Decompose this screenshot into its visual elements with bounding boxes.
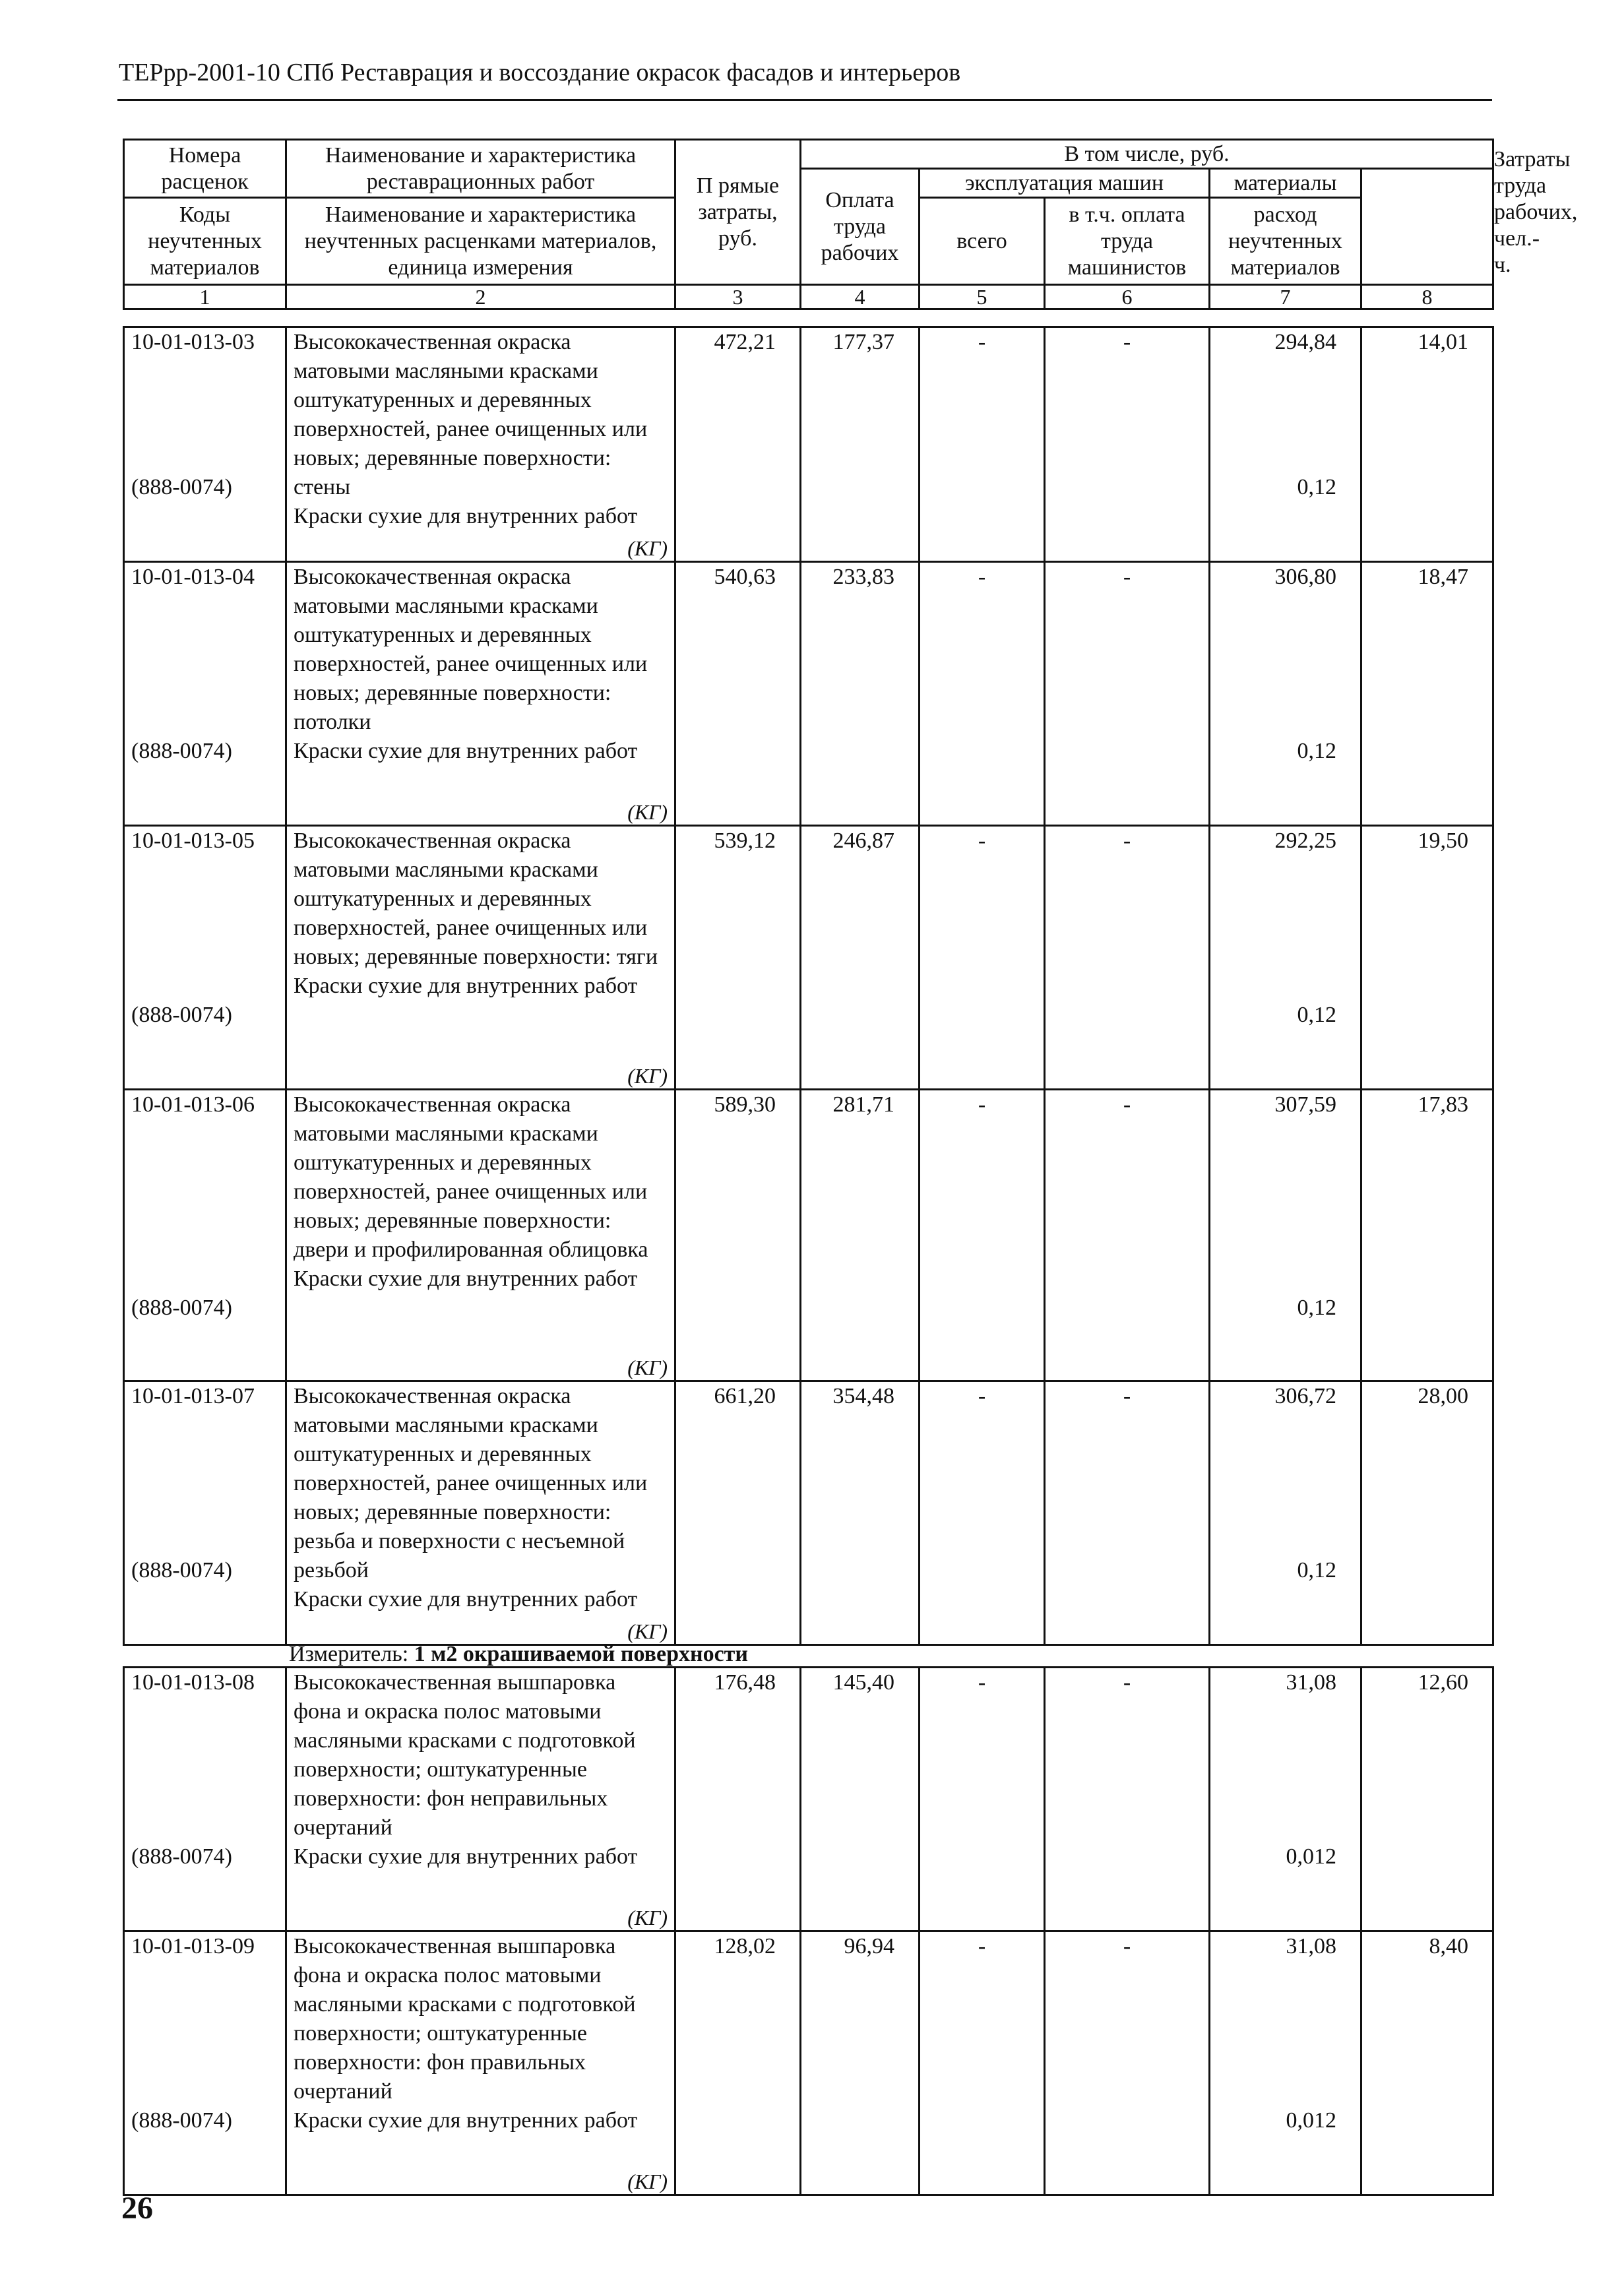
work-description: Высококачественная окраска матовыми масляными красками оштукатуренных и деревянных поверхностей, ранее очищенных или новых; деревянные поверхности: потолки [294, 565, 648, 734]
material-description: Краски сухие для внутренних работ [294, 739, 638, 763]
material-quantity: 0,12 [1297, 1558, 1336, 1582]
header-col2-top: Наименование и характеристика реставрационных работ [286, 140, 675, 198]
rate-code-cell [124, 1090, 286, 1381]
machines-pay: - [1045, 562, 1210, 826]
work-description: Высококачественная окраска матовыми масляными красками оштукатуренных и деревянных поверхностей, ранее очищенных или новых; деревянные поверхности: стены [294, 330, 648, 499]
rate-code-cell [124, 826, 286, 1090]
direct-costs: 472,21 [675, 327, 801, 562]
labor-pay: 96,94 [801, 1931, 920, 2195]
col-num-5: 5 [920, 285, 1045, 309]
rate-code-cell [124, 562, 286, 826]
labor-pay: 246,87 [801, 826, 920, 1090]
header-col1-top: Номера расценок [124, 140, 286, 198]
labor-hours: 14,01 [1361, 327, 1493, 562]
machines-total: - [920, 1931, 1045, 2195]
table-row [124, 327, 1493, 562]
materials-cell [1210, 1381, 1361, 1645]
material-description: Краски сухие для внутренних работ [294, 1844, 638, 1869]
table-row [124, 1668, 1493, 1931]
labor-hours: 17,83 [1361, 1090, 1493, 1381]
material-unit: (КГ) [627, 1356, 668, 1379]
labor-pay: 281,71 [801, 1090, 920, 1381]
rate-code-cell [124, 1668, 286, 1931]
header-materials: материалы [1210, 169, 1361, 198]
material-description: Краски сухие для внутренних работ [294, 2108, 638, 2133]
materials-cost: 294,84 [1274, 330, 1336, 354]
material-unit: (КГ) [627, 1906, 668, 1929]
header-col2-bottom: Наименование и характеристика неучтенных расценками материалов, единица измерения [286, 198, 675, 285]
labor-hours: 12,60 [1361, 1668, 1493, 1931]
header-machines: эксплуатация машин [920, 169, 1210, 198]
materials-cost: 306,80 [1274, 565, 1336, 589]
col-num-2: 2 [286, 285, 675, 309]
labor-pay: 145,40 [801, 1668, 920, 1931]
rates-table-2 [123, 1666, 1494, 2196]
material-description: Краски сухие для внутренних работ [294, 504, 638, 528]
materials-cell [1210, 1090, 1361, 1381]
col-num-4: 4 [801, 285, 920, 309]
material-code: (888-0074) [131, 739, 232, 763]
material-unit: (КГ) [627, 1064, 668, 1088]
material-code: (888-0074) [131, 2108, 232, 2133]
header-including: В том числе, руб. [801, 140, 1493, 169]
material-quantity: 0,012 [1286, 2108, 1336, 2133]
measure-line [289, 1643, 748, 1666]
material-description: Краски сухие для внутренних работ [294, 1587, 638, 1612]
machines-total: - [920, 1090, 1045, 1381]
col-num-6: 6 [1045, 285, 1210, 309]
material-code: (888-0074) [131, 475, 232, 499]
header-col1-bottom: Коды неучтенных материалов [124, 198, 286, 285]
table-row [124, 1090, 1493, 1381]
materials-cell [1210, 1931, 1361, 2195]
machines-pay: - [1045, 1090, 1210, 1381]
direct-costs: 539,12 [675, 826, 801, 1090]
description-cell [286, 327, 675, 562]
labor-hours: 8,40 [1361, 1931, 1493, 2195]
materials-cost: 31,08 [1286, 1934, 1336, 1958]
rate-code: 10-01-013-09 [131, 1934, 255, 1958]
rate-code: 10-01-013-06 [131, 1092, 255, 1117]
material-code: (888-0074) [131, 1558, 232, 1582]
work-description: Высококачественная вышпаровка фона и окраска полос матовыми масляными красками с подготовкой поверхности; оштукатуренные поверхности: фон правильных очертаний [294, 1934, 636, 2104]
work-description: Высококачественная окраска матовыми масляными красками оштукатуренных и деревянных поверхностей, ранее очищенных или новых; деревянные поверхности: двери и профилированная облицовка [294, 1092, 648, 1262]
machines-total: - [920, 562, 1045, 826]
rate-code-cell [124, 327, 286, 562]
col-num-7: 7 [1210, 285, 1361, 309]
material-quantity: 0,12 [1297, 739, 1336, 763]
material-unit: (КГ) [627, 800, 668, 824]
materials-cell [1210, 1668, 1361, 1931]
machines-pay: - [1045, 1931, 1210, 2195]
table-row [124, 826, 1493, 1090]
rate-code: 10-01-013-07 [131, 1384, 255, 1408]
materials-cell [1210, 826, 1361, 1090]
col-num-3: 3 [675, 285, 801, 309]
measure-value: 1 м2 окрашиваемой поверхности [414, 1642, 748, 1666]
description-cell [286, 562, 675, 826]
rate-code-cell [124, 1931, 286, 2195]
rate-code: 10-01-013-05 [131, 829, 255, 853]
material-quantity: 0,12 [1297, 1296, 1336, 1320]
labor-pay: 233,83 [801, 562, 920, 826]
header-labor-pay: Оплата труда рабочих [801, 169, 920, 285]
material-quantity: 0,12 [1297, 475, 1336, 499]
description-cell [286, 1090, 675, 1381]
direct-costs: 128,02 [675, 1931, 801, 2195]
description-cell [286, 1381, 675, 1645]
machines-pay: - [1045, 327, 1210, 562]
materials-cell [1210, 562, 1361, 826]
material-code: (888-0074) [131, 1003, 232, 1027]
material-unit: (КГ) [627, 2170, 668, 2193]
material-quantity: 0,12 [1297, 1003, 1336, 1027]
labor-hours: 28,00 [1361, 1381, 1493, 1645]
material-code: (888-0074) [131, 1844, 232, 1869]
machines-total: - [920, 327, 1045, 562]
labor-hours: 19,50 [1361, 826, 1493, 1090]
col-num-1: 1 [124, 285, 286, 309]
description-cell [286, 1668, 675, 1931]
machines-pay: - [1045, 1381, 1210, 1645]
direct-costs: 661,20 [675, 1381, 801, 1645]
labor-hours: 18,47 [1361, 562, 1493, 826]
table-row [124, 562, 1493, 826]
col-num-8: 8 [1361, 285, 1493, 309]
machines-total: - [920, 1668, 1045, 1931]
material-unit: (КГ) [627, 1619, 668, 1643]
material-description: Краски сухие для внутренних работ [294, 1267, 638, 1291]
table-row [124, 1931, 1493, 2195]
table-row [124, 1381, 1493, 1645]
rates-table [123, 326, 1494, 1646]
page-number: 26 [121, 2191, 153, 2226]
work-description: Высококачественная вышпаровка фона и окраска полос матовыми масляными красками с подготовкой поверхности; оштукатуренные поверхности: фон неправильных очертаний [294, 1670, 636, 1840]
rate-code: 10-01-013-03 [131, 330, 255, 354]
labor-pay: 354,48 [801, 1381, 920, 1645]
materials-cost: 306,72 [1274, 1384, 1336, 1408]
title-rule [117, 99, 1492, 101]
description-cell [286, 826, 675, 1090]
header-direct-costs: П рямые затраты, руб. [675, 140, 801, 285]
machines-total: - [920, 826, 1045, 1090]
measure-label: Измеритель: [289, 1642, 409, 1666]
header-machines-total: всего [920, 198, 1045, 285]
material-unit: (КГ) [627, 536, 668, 560]
direct-costs: 540,63 [675, 562, 801, 826]
rate-code: 10-01-013-08 [131, 1670, 255, 1695]
work-description: Высококачественная окраска матовыми масляными красками оштукатуренных и деревянных поверхностей, ранее очищенных или новых; деревянные поверхности: тяги [294, 829, 658, 969]
rate-code: 10-01-013-04 [131, 565, 255, 589]
machines-total: - [920, 1381, 1045, 1645]
description-cell [286, 1931, 675, 2195]
rate-code-cell [124, 1381, 286, 1645]
machines-pay: - [1045, 1668, 1210, 1931]
header-table: Номера расценок Наименование и характеристика реставрационных работ П рямые затраты, руб. В том числе, руб. Затраты труда рабочих, чел.-ч. Оплата труда рабочих эксплуатация машин материалы Коды неучтенных материалов Наименование и характеристика неучтенных расценками материалов, единица измерения всего в т.ч. оплата труда машинистов расход неучтенных материалов 1 2 3 4 5 6 7 8 [123, 139, 1494, 310]
header-materials-use: расход неучтенных материалов [1210, 198, 1361, 285]
direct-costs: 589,30 [675, 1090, 801, 1381]
materials-cost: 307,59 [1274, 1092, 1336, 1117]
materials-cost: 292,25 [1274, 829, 1336, 853]
work-description: Высококачественная окраска матовыми масляными красками оштукатуренных и деревянных поверхностей, ранее очищенных или новых; деревянные поверхности: резьба и поверхности с несъемной резьбой [294, 1384, 648, 1582]
materials-cell [1210, 327, 1361, 562]
direct-costs: 176,48 [675, 1668, 801, 1931]
header-machines-pay: в т.ч. оплата труда машинистов [1045, 198, 1210, 285]
machines-pay: - [1045, 826, 1210, 1090]
materials-cost: 31,08 [1286, 1670, 1336, 1695]
labor-pay: 177,37 [801, 327, 920, 562]
page-title: ТЕРрр-2001-10 СПб Реставрация и воссоздание окрасок фасадов и интерьеров [119, 59, 961, 86]
material-quantity: 0,012 [1286, 1844, 1336, 1869]
material-code: (888-0074) [131, 1296, 232, 1320]
material-description: Краски сухие для внутренних работ [294, 974, 638, 998]
